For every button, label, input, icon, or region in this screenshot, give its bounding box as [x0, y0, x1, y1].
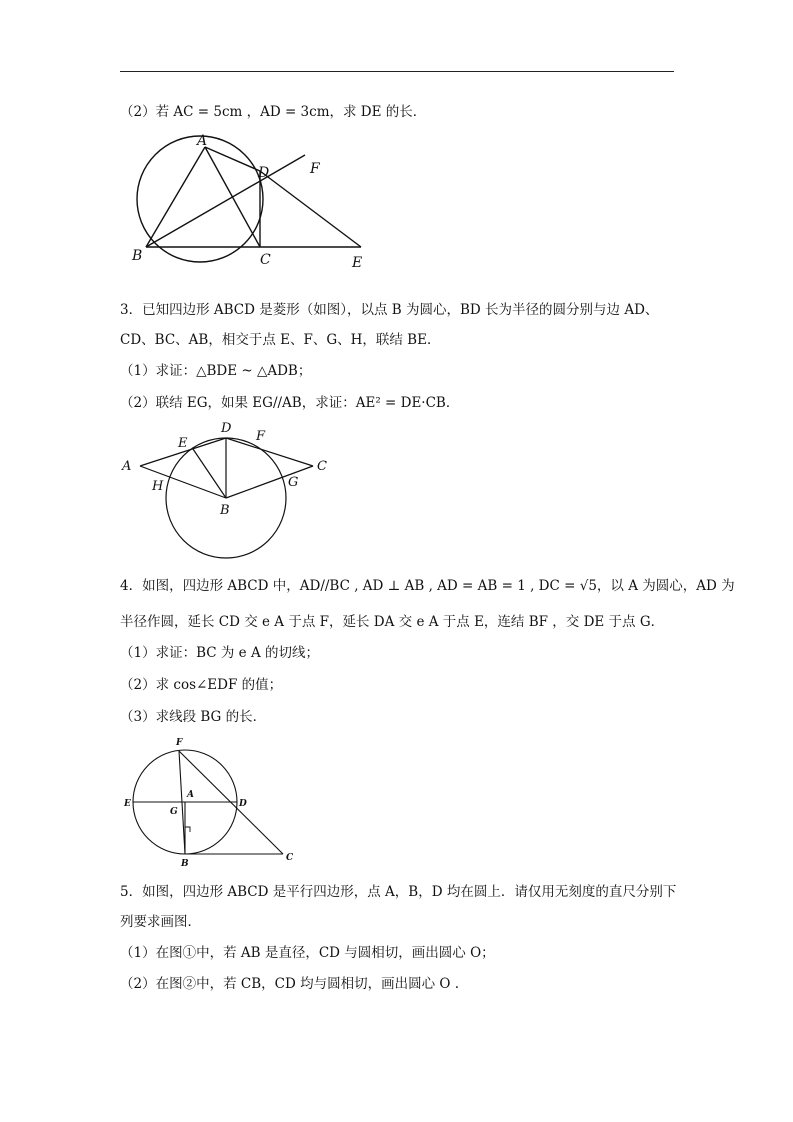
label-h: H — [152, 479, 164, 494]
q4-stem-line2: 半径作圆，延长 CD 交 e A 于点 F，延长 DA 交 e A 于点 E，连结 BF ，交 DE 于点 G． — [120, 614, 665, 630]
q2-part2-text: （2）若 AC = 5cm ，AD = 3cm，求 DE 的长． — [120, 104, 427, 120]
q3-part2: （2）联结 EG，如果 EG//AB，求证：AE² = DE·CB． — [120, 395, 460, 411]
segment-ad — [205, 147, 260, 171]
q3-stem-line2: CD、BC、AB，相交于点 E、F、G、H，联结 BE． — [120, 332, 441, 348]
q3-part1: （1）求证：△BDE ~ △ADB； — [120, 363, 312, 379]
label-f: F — [310, 161, 320, 177]
figure-rhombus-circle — [118, 418, 338, 560]
label-b: B — [220, 503, 230, 518]
label-e: E — [178, 436, 188, 451]
label-d: D — [221, 421, 232, 436]
label-e: E — [124, 799, 131, 809]
q4-part2: （2）求 cos∠EDF 的值； — [120, 677, 283, 693]
label-c: C — [260, 252, 271, 268]
figure-circle-abcdef — [125, 130, 375, 272]
q5-stem-line2: 列要求画图． — [120, 914, 201, 930]
label-e: E — [352, 255, 363, 271]
q5-stem-line1: 5．如图，四边形 ABCD 是平行四边形，点 A，B，D 均在圆上．请仅用无刻度的直尺分别下 — [120, 884, 677, 900]
label-b: B — [181, 859, 189, 869]
label-d: D — [239, 799, 247, 809]
figure-circle-a-quadrilateral — [118, 733, 303, 871]
segment-de — [260, 171, 361, 247]
header-rule — [120, 71, 674, 72]
segment-dc — [226, 438, 313, 466]
label-b: B — [132, 248, 143, 264]
label-a: A — [197, 133, 208, 149]
q5-part1: （1）在图①中，若 AB 是直径，CD 与圆相切，画出圆心 O； — [120, 945, 495, 961]
segment-ab — [146, 147, 205, 247]
q5-part2: （2）在图②中，若 CB，CD 均与圆相切，画出圆心 O . — [120, 976, 460, 992]
label-g: G — [288, 475, 299, 490]
label-d: D — [258, 165, 270, 181]
right-angle-mark — [185, 827, 190, 832]
q4-part1: （1）求证：BC 为 e A 的切线； — [120, 645, 319, 661]
q3-stem-line1: 3．已知四边形 ABCD 是菱形（如图），以点 B 为圆心，BD 长为半径的圆分别与边 AD、 — [120, 302, 659, 318]
label-g: G — [170, 807, 178, 817]
label-a: A — [122, 459, 132, 474]
segment-bc — [226, 466, 313, 498]
label-f: F — [176, 738, 183, 748]
label-a: A — [187, 790, 194, 800]
label-c: C — [286, 853, 294, 863]
label-f: F — [256, 429, 266, 444]
ray-bdf — [146, 155, 305, 247]
label-c: C — [317, 459, 327, 474]
q4-part3: （3）求线段 BG 的长． — [120, 709, 267, 725]
q4-stem-line1: 4．如图，四边形 ABCD 中，AD//BC , AD ⊥ AB , AD = AB = 1 , DC = √5，以 A 为圆心，AD 为 — [120, 578, 735, 594]
segment-be — [193, 449, 226, 498]
